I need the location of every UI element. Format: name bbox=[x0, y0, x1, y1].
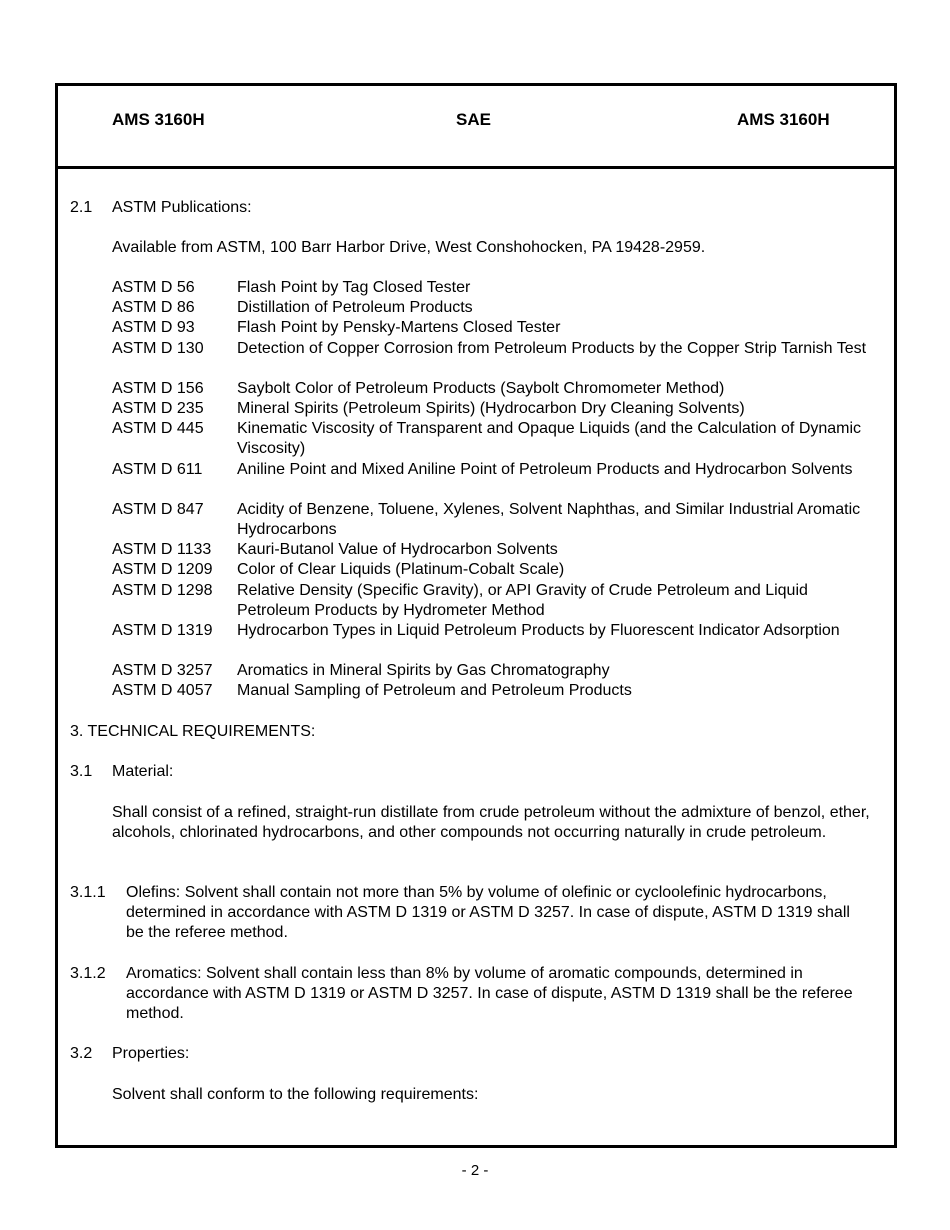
section-number: 3.1.1 bbox=[70, 884, 106, 901]
section-number: 3.2 bbox=[70, 1045, 93, 1062]
header-divider bbox=[55, 166, 897, 169]
section-body: Aromatics: Solvent shall contain less than 8% by volume of aromatic compounds, determined in accordance with ASTM D 1319 or ASTM D 3257. In case of dispute, ASTM D 1319 shall be the referee method. bbox=[126, 965, 853, 1022]
reference-title: Flash Point by Pensky-Martens Closed Tester bbox=[237, 319, 561, 336]
reference-title: Hydrocarbon Types in Liquid Petroleum Products by Fluorescent Indicator Adsorption bbox=[237, 622, 840, 639]
reference-title: Aniline Point and Mixed Aniline Point of Petroleum Products and Hydrocarbon Solvents bbox=[237, 461, 853, 478]
reference-code: ASTM D 611 bbox=[112, 461, 203, 478]
reference-code: ASTM D 1319 bbox=[112, 622, 213, 639]
reference-code: ASTM D 93 bbox=[112, 319, 195, 336]
header-doc-id-right: AMS 3160H bbox=[737, 110, 830, 129]
reference-title: Kauri-Butanol Value of Hydrocarbon Solvents bbox=[237, 541, 558, 558]
reference-code: ASTM D 1298 bbox=[112, 582, 213, 599]
section-body: Olefins: Solvent shall contain not more than 5% by volume of olefinic or cycloolefinic hydrocarbons, determined in accordance with ASTM D 1319 or ASTM D 3257. In case of dispute, ASTM D 1319 shall be the referee method. bbox=[126, 884, 850, 941]
header-org: SAE bbox=[456, 110, 491, 129]
reference-title: Kinematic Viscosity of Transparent and Opaque Liquids (and the Calculation of Dynamic Viscosity) bbox=[237, 420, 862, 457]
reference-code: ASTM D 86 bbox=[112, 299, 195, 316]
reference-title: Aromatics in Mineral Spirits by Gas Chromatography bbox=[237, 662, 610, 679]
reference-code: ASTM D 1133 bbox=[112, 541, 212, 558]
section-number: 2.1 bbox=[70, 199, 93, 216]
reference-code: ASTM D 56 bbox=[112, 279, 195, 296]
availability-text: Available from ASTM, 100 Barr Harbor Drive, West Conshohocken, PA 19428-2959. bbox=[112, 239, 706, 256]
reference-code: ASTM D 847 bbox=[112, 501, 204, 518]
section-heading: 3. TECHNICAL REQUIREMENTS: bbox=[70, 723, 316, 740]
reference-title: Mineral Spirits (Petroleum Spirits) (Hydrocarbon Dry Cleaning Solvents) bbox=[237, 400, 745, 417]
section-number: 3.1.2 bbox=[70, 965, 106, 982]
header-doc-id-left: AMS 3160H bbox=[112, 110, 205, 129]
reference-title: Flash Point by Tag Closed Tester bbox=[237, 279, 471, 296]
section-body: Shall consist of a refined, straight-run distillate from crude petroleum without the admixture of benzol, ether, alcohols, chlorinated hydrocarbons, and other compounds not occurring naturally in crude petroleum. bbox=[112, 804, 870, 841]
reference-title: Acidity of Benzene, Toluene, Xylenes, Solvent Naphthas, and Similar Industrial Aromatic Hydrocarbons bbox=[237, 501, 861, 538]
reference-title: Color of Clear Liquids (Platinum-Cobalt Scale) bbox=[237, 561, 565, 578]
reference-code: ASTM D 445 bbox=[112, 420, 204, 437]
reference-code: ASTM D 4057 bbox=[112, 682, 213, 699]
reference-title: Detection of Copper Corrosion from Petroleum Products by the Copper Strip Tarnish Test bbox=[237, 340, 867, 357]
reference-title: Saybolt Color of Petroleum Products (Saybolt Chromometer Method) bbox=[237, 380, 725, 397]
reference-code: ASTM D 235 bbox=[112, 400, 204, 417]
reference-code: ASTM D 130 bbox=[112, 340, 204, 357]
page-number: - 2 - bbox=[461, 1162, 489, 1179]
reference-title: Manual Sampling of Petroleum and Petroleum Products bbox=[237, 682, 632, 699]
section-number: 3.1 bbox=[70, 763, 93, 780]
reference-code: ASTM D 3257 bbox=[112, 662, 213, 679]
reference-code: ASTM D 1209 bbox=[112, 561, 213, 578]
reference-title: Distillation of Petroleum Products bbox=[237, 299, 473, 316]
section-title: Material: bbox=[112, 763, 174, 780]
section-body: Solvent shall conform to the following requirements: bbox=[112, 1086, 479, 1103]
reference-code: ASTM D 156 bbox=[112, 380, 204, 397]
section-title: ASTM Publications: bbox=[112, 199, 252, 216]
reference-title: Relative Density (Specific Gravity), or API Gravity of Crude Petroleum and Liquid Petroleum Products by Hydrometer Method bbox=[237, 582, 808, 619]
section-title: Properties: bbox=[112, 1045, 190, 1062]
